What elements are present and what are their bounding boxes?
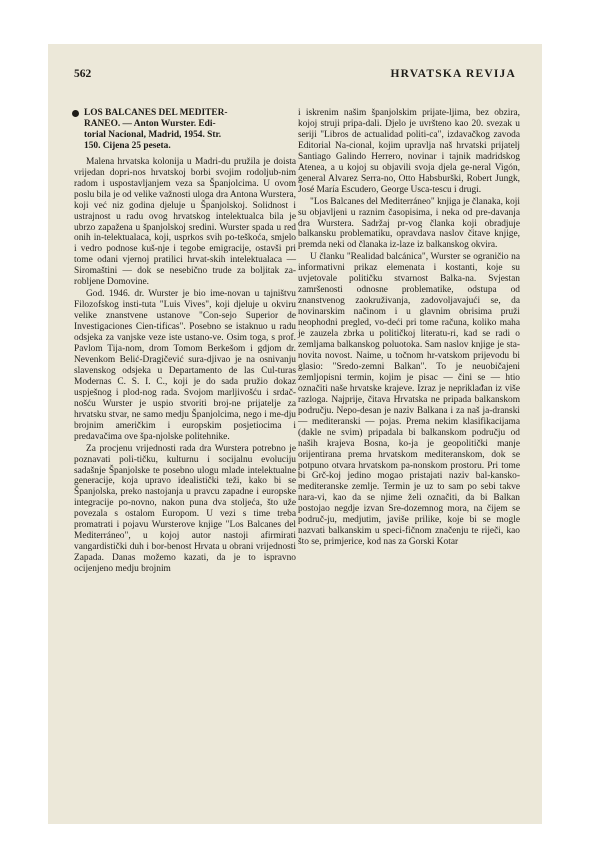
- right-column: [298, 108, 520, 549]
- body-paragraph: God. 1946. dr. Wurster je bio ime-novan u tajništvu Filozofskog insti-tuta "Luis Vives", koji djeluje u okviru velike znanstvene ustanove "Con-sejo Superior de Investigaciones Cien-tificas". Posebno se istaknuo u radu odsjeka za vanjske veze iste ustano-ve. Osim toga, s prof. Pavlom Tija-nom, drom Tomom Berkešom i gdjom dr. Nevenkom Belić-Dragičević sura-djivao je na osnivanju slavenskog odsjeka u Departamento de las Cul-turas Modernas C. S. I. C., koji je do sada pružio dokaz uspješnog i plod-nog rada. Svojom marljivošću i srdač-nošću Wurster je uspio stvoriti broj-ne prijatelje za hrvatsku stvar, ne samo medju Španjolcima, nego i me-dju brojnim američkim i europskim posjetiocima i predavačima ove špa-njolske politehnike.: [74, 289, 296, 442]
- body-paragraph: Malena hrvatska kolonija u Madri-du pružila je doista vrijedan dopri-nos hrvatskoj borbi svojim rodoljub-nim radom i uspostavljanjem veza sa Španjolcima. U ovom poslu bila je od velike važnosti uloga dra Antona Wurstera, koji već niz godina djeluje u Španjolskoj. Solidnost i ustrajnost u radu ovog hrvatskog intelektualca bila je ubrzo zapažena u španjolskoj sredini. Wurster spada u red onih in-telektualaca, koji, usprkos svih po-teškoća, smjelo i vedro podnose kuš-nje i tegobe emigracije, ostavši pri tome odani vjernoj pratilici hrvat-skih intelektualaca — Siromaštini — dok se nesebično trude za boljitak za-robljene Domovine.: [74, 156, 296, 288]
- running-head: [74, 68, 516, 84]
- heading-line: RANEO. — Anton Wurster. Edi-: [84, 118, 216, 129]
- page-number: 562: [74, 68, 92, 80]
- journal-page: [48, 44, 542, 824]
- heading-line: 150. Cijena 25 peseta.: [84, 140, 171, 151]
- bullet-icon: [72, 110, 79, 117]
- heading-line: LOS BALCANES DEL MEDITER-: [84, 108, 228, 118]
- body-paragraph: Za procjenu vrijednosti rada dra Wurstera potrebno je poznavati poli-tičku, kulturnu i socijalnu evoluciju sadašnje Španjolske te posebno ulogu mlade intelektualne generacije, koja upravo idealistički teži, kako bi se Španjolska, preko nastojanja u pravcu zapadne i europske integracije po-novno, nakon punа dva stoljeća, što uže povezala s ostalom Europom. U vezi s time treba promatrati i pojavu Wursterove knjige "Los Balcanes del Mediterráneo", u kojoj autor nastoji afirmirati vangardistički duh i bor-benost Hrvata u obrani vrijednosti Zapada. Danas možemo kazati, da je to ispravno ocijenjeno medju brojnim: [74, 443, 296, 575]
- heading-line: torial Nacional, Madrid, 1954. Str.: [84, 129, 222, 140]
- journal-name: HRVATSKA REVIJA: [390, 68, 516, 80]
- body-paragraph: "Los Balcanes del Mediterráneo" knjiga je članaka, koji su objavljeni u raznim časopisima, i neka od pre-davanja dra Wurstera. Sadržaj pr-vog članka koji obradjuje balkansku problematiku, opravdava naslov čitave knjige, premda neki od članaka iz-laze iz balkanskog okvira.: [298, 196, 520, 251]
- review-entry-heading: [74, 108, 296, 152]
- body-paragraph: i iskrenim našim španjolskim prijate-ljima, bez obzira, kojoj struji pripa-dali. Djelo je uvršteno kao 20. svezak u seriji "Libros de actualidad politi-ca", izdavačkog zavoda Editorial Na-cional, kojim upravlja naš hrvatski prijatelj Santiago Galindo Herrero, novinar i tajnik madridskog Atenea, a u kojoj su objavili svoja djela ge-neral Vigón, general Alvarez Serra-no, Otto Habsburški, Robert Jungk, José María Escudero, George Usca-tescu i drugi.: [298, 108, 520, 195]
- left-column: [74, 108, 296, 576]
- body-paragraph: U članku "Realidad balcánica", Wurster se ograničio na informativni prikaz elemenata i kostanti, koje su uvjetovale političku stvarnost Balka-na. Svjestan zamršenosti odnosne problematike, odstupa od znanstvenog zaokruživanja, zadovoljavajući se, da novinarskim načinom i u glavnim obrisima pruži neophodni pregled, vo-deći pri tome računa, koliko maha je zauzela zbrka u političkoj literatu-ri, kad se radi o zemljama balkanskog poluotoka. Sam naslov knjige je sta-novita novost. Naime, u točnom hr-vatskom prijevodu bi glasio: "Sredo-zemni Balkan". To je neuobičajeni zemljopisni termin, kojim je pisac — čini se — htio označiti naše hrvatske krajeve. Izraz je nepriklađan iz više razloga. Najprije, čitava Hrvatska ne pripada balkanskom području. Nepo-desan je naziv Balkana i za naš ja-dranski — mediteranski — pojas. Prema nekim klasifikacijama (dakle ne svim) pripadala bi balkanskom području od naših krajeva Bosna, ko-ja je geopolitički manje orijentirana prema hrvatskom mediteranskom, dok se potpuno otvara hrvatskom pa-nonskom prostoru. Pri tome bi Grč-koj jedino mogao pristajati naziv bal-kansko-mediteranske zemlje. Termin je uz to sam po sebi takve nara-vi, kao da se njime želi označiti, da bi Balkan postojao negdje izvan Sre-dozemnog mora, na čijem se područ-ju, medjutim, javiše prilike, koje bi se mogle nazvati balkanskim u speci-fičnom značenju te riječi, kao što se, primjerice, kod nas za Gorski Kotar: [298, 252, 520, 548]
